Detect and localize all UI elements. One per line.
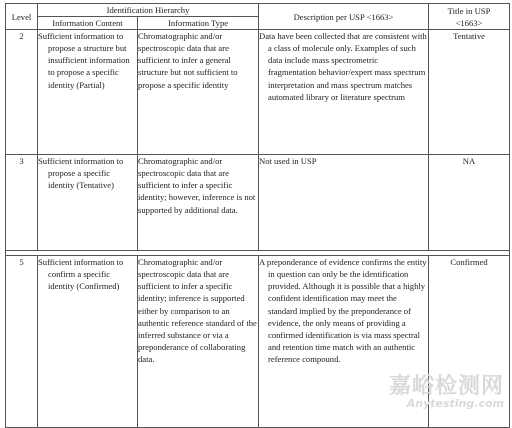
cell-text: Not used in USP xyxy=(259,156,317,167)
identification-table xyxy=(5,3,510,428)
cell-level: 2 xyxy=(6,30,38,155)
cell-information-type: Chromatographic and/or spectroscopic data that are sufficient to infer a specific identity; inference is supported either by comparison to an authentic reference standard of the inferred substance or via a preponderance of collaborating data. xyxy=(138,256,259,428)
header-information-type: Information Type xyxy=(138,17,259,30)
header-row-top xyxy=(6,4,510,17)
cell-information-content xyxy=(38,256,138,428)
cell-information-content xyxy=(38,30,138,155)
cell-title: Confirmed xyxy=(429,256,510,428)
cell-text: Sufficient information to confirm a specific identity (Confirmed) xyxy=(38,257,124,292)
cell-information-content xyxy=(38,155,138,251)
watermark-text: 嘉峪检测网 xyxy=(388,374,504,399)
header-level: Level xyxy=(6,4,38,30)
cell-text: A preponderance of evidence confirms the entity in question can only be the identification provided. Although it is possible that a highly confident identification may meet the standard implied by the preponderance of evidence, the only means of providing a confirmed identification is via mass spectral and retention time match with an authentic reference compound. xyxy=(259,257,427,364)
table-row xyxy=(6,30,510,155)
table-row xyxy=(6,256,510,428)
cell-level: 5 xyxy=(6,256,38,428)
cell-information-type: Chromatographic and/or spectroscopic data that are sufficient to infer a specific identity; however, inference is not supported by additional data. xyxy=(138,155,259,251)
header-description: Description per USP <1663> xyxy=(259,4,429,30)
cell-information-type: Chromatographic and/or spectroscopic data that are sufficient to infer a general structure but not sufficient to propose a specific identity xyxy=(138,30,259,155)
cell-description xyxy=(259,155,429,251)
cell-level: 3 xyxy=(6,155,38,251)
header-information-content: Information Content xyxy=(38,17,138,30)
cell-text: Sufficient information to propose a structure but insufficient information to propose a specific identity (Partial) xyxy=(38,31,130,90)
cell-title: Tentative xyxy=(429,30,510,155)
watermark-url: Anytesting.com xyxy=(406,397,504,410)
header-title-in-usp xyxy=(429,4,510,30)
cell-text: Sufficient information to propose a specific identity (Tentative) xyxy=(38,156,124,191)
table-row xyxy=(6,155,510,251)
cell-text: Data have been collected that are consistent with a class of molecule only. Examples of such data include mass spectrometric fragmentation behavior/expert mass spectrum interpretation and mass spectrum matches automated library or literature spectrum xyxy=(259,31,427,102)
header-title-line1: Title in USP xyxy=(447,5,491,16)
cell-description xyxy=(259,256,429,428)
header-identification-hierarchy: Identification Hierarchy xyxy=(38,4,259,17)
cell-title: NA xyxy=(429,155,510,251)
header-title-line2: <1663> xyxy=(455,17,483,28)
cell-description xyxy=(259,30,429,155)
